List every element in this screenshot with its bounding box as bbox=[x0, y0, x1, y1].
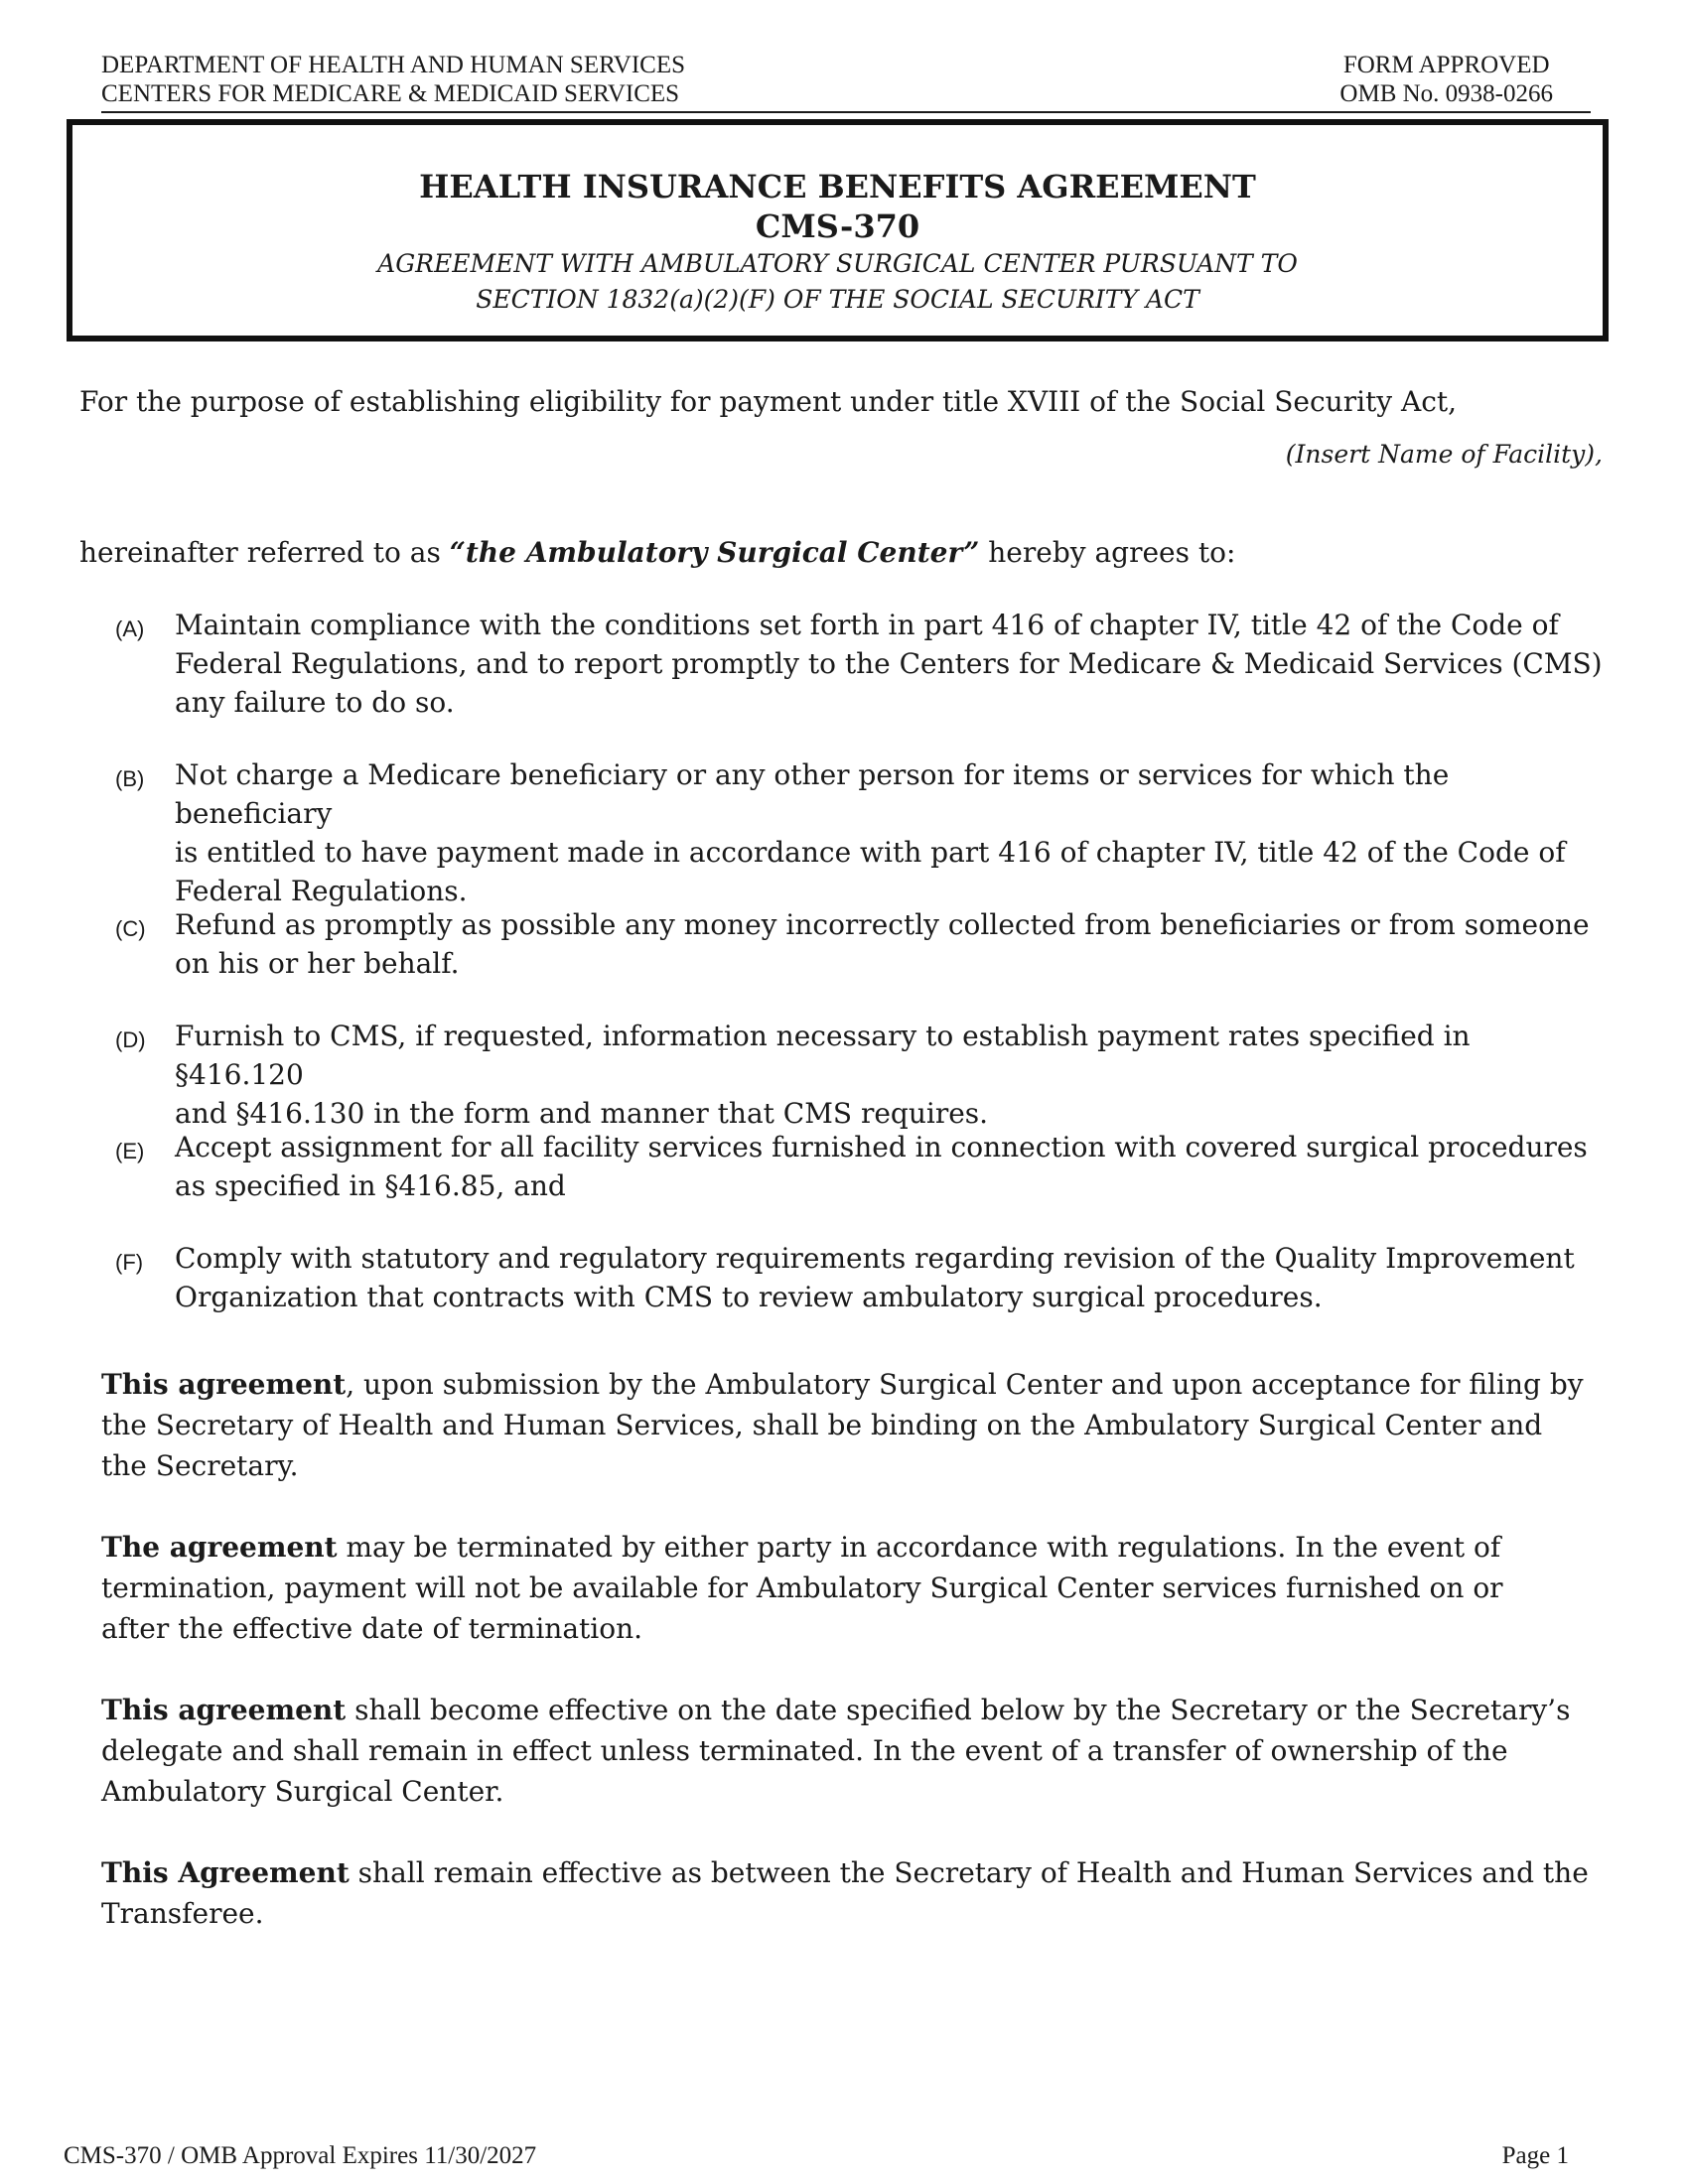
form-approval-header bbox=[1339, 51, 1553, 108]
para-lead: This agreement bbox=[101, 1368, 347, 1401]
footer-form-expiration: CMS-370 / OMB Approval Expires 11/30/2027 bbox=[64, 2142, 537, 2169]
header-rule bbox=[101, 111, 1591, 113]
binding-paragraph bbox=[101, 1364, 1591, 1486]
para-line: , upon submission by the Ambulatory Surgical Center and upon acceptance for filing by bbox=[346, 1368, 1584, 1401]
item-label: (B) bbox=[115, 766, 145, 791]
item-line: and §416.130 in the form and manner that CMS requires. bbox=[175, 1097, 989, 1130]
document-title: HEALTH INSURANCE BENEFITS AGREEMENT bbox=[419, 168, 1256, 205]
item-line: is entitled to have payment made in accordance with part 416 of chapter IV, title 42 of the Code of bbox=[175, 836, 1566, 869]
item-line: Furnish to CMS, if requested, information necessary to establish payment rates specified in §416.120 bbox=[175, 1020, 1471, 1091]
page-number: Page 1 bbox=[1501, 2142, 1569, 2169]
item-label: (C) bbox=[115, 916, 146, 941]
item-line: on his or her behalf. bbox=[175, 947, 460, 980]
item-line: Organization that contracts with CMS to review ambulatory surgical procedures. bbox=[175, 1281, 1323, 1313]
item-label: (E) bbox=[115, 1139, 145, 1163]
para-line: may be terminated by either party in accordance with regulations. In the event of bbox=[337, 1531, 1501, 1564]
item-line: Refund as promptly as possible any money incorrectly collected from beneficiaries or from someone bbox=[175, 908, 1590, 941]
para-line: delegate and shall remain in effect unless terminated. In the event of a transfer of ownership of the bbox=[101, 1734, 1508, 1767]
form-id: CMS-370 bbox=[755, 207, 920, 245]
referral-pre: hereinafter referred to as bbox=[79, 536, 450, 569]
referral-post: hereby agrees to: bbox=[979, 536, 1236, 569]
termination-paragraph bbox=[101, 1527, 1591, 1649]
referral-name: “the Ambulatory Surgical Center” bbox=[449, 536, 980, 569]
para-lead: This Agreement bbox=[101, 1856, 350, 1889]
para-line: termination, payment will not be available for Ambulatory Surgical Center services furnished on or bbox=[101, 1571, 1503, 1604]
item-label: (D) bbox=[115, 1027, 146, 1052]
item-label: (A) bbox=[115, 616, 145, 641]
item-line: any failure to do so. bbox=[175, 686, 455, 719]
omb-number: OMB No. 0938-0266 bbox=[1339, 80, 1553, 107]
para-line: shall become effective on the date specified below by the Secretary or the Secretary’s bbox=[346, 1694, 1571, 1726]
title-box bbox=[67, 119, 1609, 341]
para-line: shall remain effective as between the Secretary of Health and Human Services and the bbox=[349, 1856, 1589, 1889]
para-lead: This agreement bbox=[101, 1694, 347, 1726]
para-line: after the effective date of termination. bbox=[101, 1612, 643, 1645]
agency-line-1: DEPARTMENT OF HEALTH AND HUMAN SERVICES bbox=[101, 52, 686, 78]
facility-name-placeholder: (Insert Name of Facility), bbox=[1285, 440, 1603, 469]
item-line: Comply with statutory and regulatory requirements regarding revision of the Quality Improvement bbox=[175, 1242, 1575, 1275]
item-label: (F) bbox=[115, 1250, 144, 1275]
effective-date-paragraph bbox=[101, 1690, 1591, 1812]
para-line: Transferee. bbox=[101, 1897, 264, 1930]
item-line: Maintain compliance with the conditions set forth in part 416 of chapter IV, title 42 of the Code of bbox=[175, 609, 1559, 641]
para-line: the Secretary. bbox=[101, 1449, 299, 1482]
item-line: Federal Regulations, and to report promptly to the Centers for Medicare & Medicaid Services (CMS) bbox=[175, 647, 1603, 680]
subtitle-line-2: SECTION 1832(a)(2)(F) OF THE SOCIAL SECURITY ACT bbox=[476, 285, 1199, 314]
purpose-statement: For the purpose of establishing eligibility for payment under title XVIII of the Social Security Act, bbox=[79, 385, 1458, 418]
form-approved-label: FORM APPROVED bbox=[1342, 52, 1550, 78]
transferee-paragraph bbox=[101, 1852, 1591, 1934]
referral-statement bbox=[79, 533, 1235, 573]
para-line: the Secretary of Health and Human Services, shall be binding on the Ambulatory Surgical Center and bbox=[101, 1409, 1543, 1441]
agency-header bbox=[101, 51, 685, 108]
para-line: Ambulatory Surgical Center. bbox=[101, 1775, 504, 1808]
agency-line-2: CENTERS FOR MEDICARE & MEDICAID SERVICES bbox=[101, 80, 680, 107]
item-line: Federal Regulations. bbox=[175, 875, 468, 907]
item-line: Not charge a Medicare beneficiary or any other person for items or services for which the beneficiary bbox=[175, 758, 1450, 830]
para-lead: The agreement bbox=[101, 1531, 338, 1564]
item-line: Accept assignment for all facility services furnished in connection with covered surgical procedures bbox=[175, 1131, 1588, 1163]
subtitle-line-1: AGREEMENT WITH AMBULATORY SURGICAL CENTER PURSUANT TO bbox=[377, 249, 1298, 278]
item-line: as specified in §416.85, and bbox=[175, 1169, 566, 1202]
